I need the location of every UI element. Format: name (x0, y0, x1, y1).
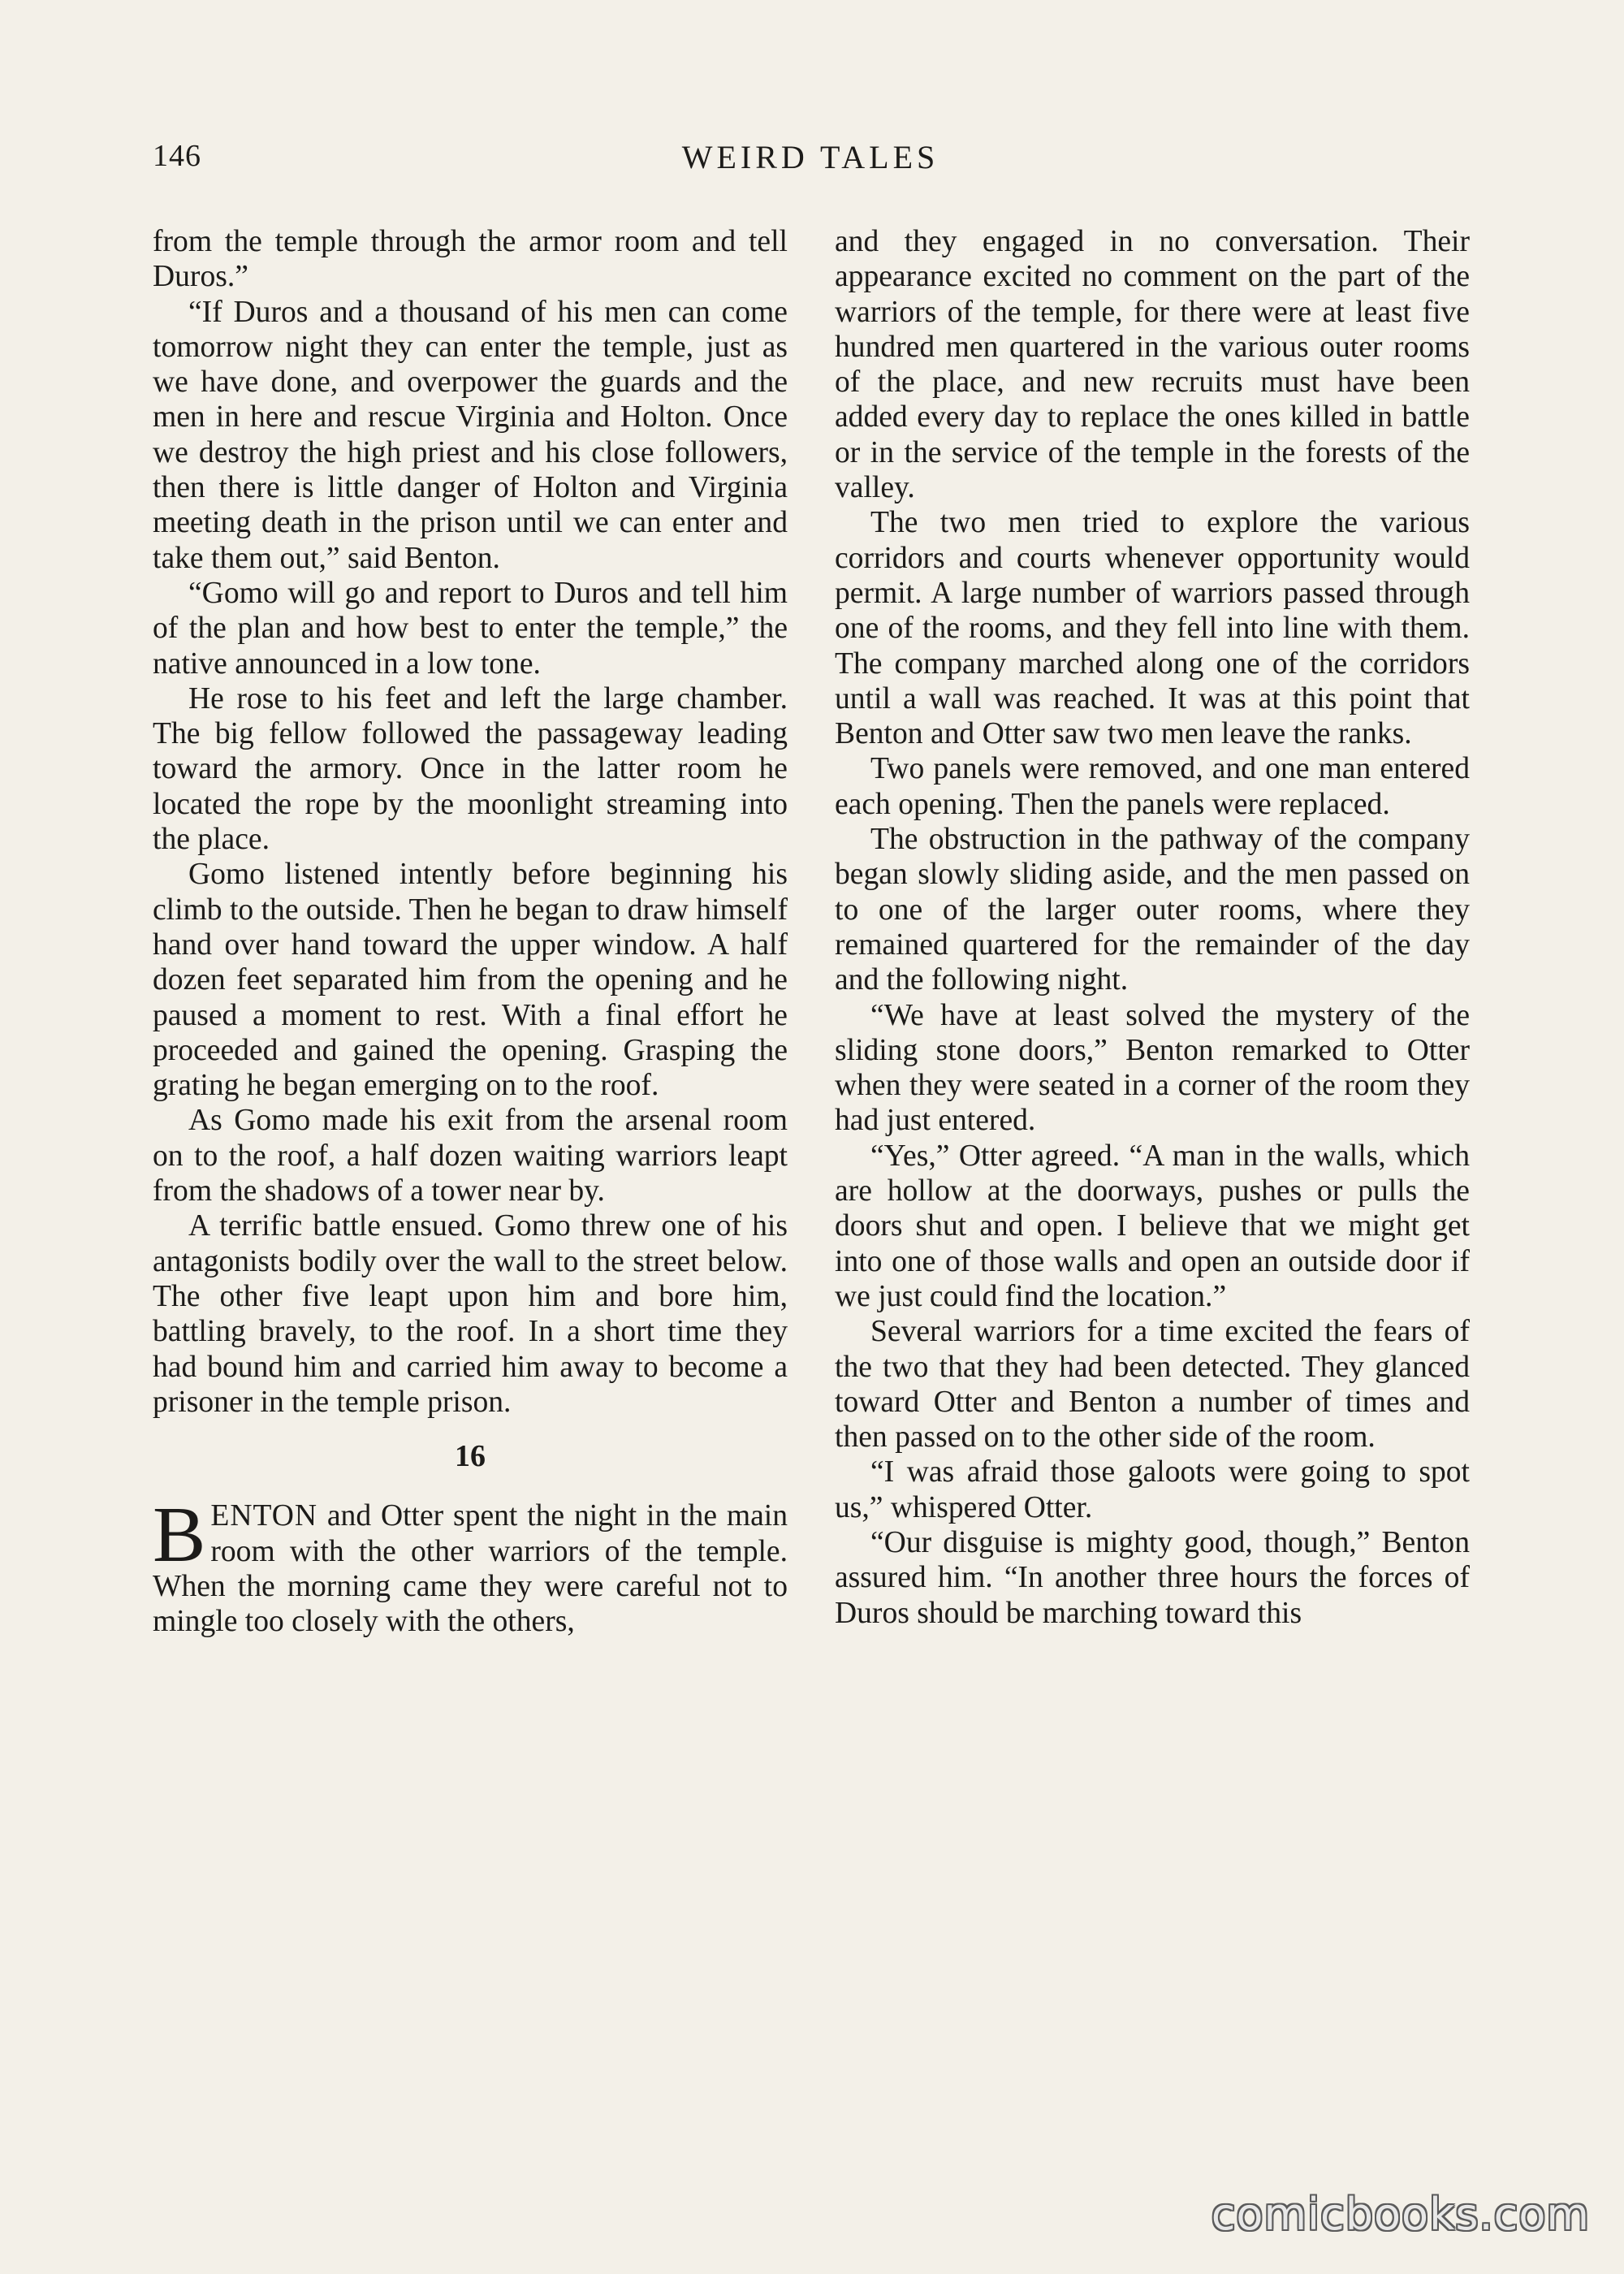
paragraph: from the temple through the armor room and tell Duros.” (153, 225, 788, 294)
paragraph: “I was afraid those galoots were going to spot us,” whispered Otter. (835, 1455, 1470, 1524)
paragraph: “We have at least solved the mystery of the sliding stone doors,” Benton remarked to Otter when they were seated in a corner of the room they had just entered. (835, 998, 1470, 1138)
running-head: WEIRD TALES (681, 139, 939, 175)
paragraph: Gomo listened intently before beginning his climb to the outside. Then he began to draw himself hand over hand toward the upper window. A half dozen feet separated him from the opening and he paused a moment to rest. With a final effort he proceeded and gained the opening. Grasping the grating he began emerging on to the roof. (153, 858, 788, 1103)
left-column (153, 224, 788, 1640)
drop-cap: B (153, 1491, 206, 1580)
paragraph: “If Duros and a thousand of his men can come tomorrow night they can enter the temple, just as we have done, and overpower the guards and the men in here and rescue Virginia and Holton. Once we destroy the high priest and his close followers, then there is little danger of Holton and Virginia meeting death in the prison until we can enter and take them out,” said Benton. (153, 295, 788, 575)
paragraph: Two panels were removed, and one man entered each opening. Then the panels were replaced. (835, 752, 1470, 821)
paragraph: and they engaged in no conversation. Their appearance excited no comment on the part of the warriors of the temple, for there were at least five hundred men quartered in the various outer rooms of the place, and new recruits must have been added every day to replace the ones killed in battle or in the service of the temple in the forests of the valley. (835, 225, 1470, 505)
page-number: 146 (153, 139, 201, 173)
paragraph: “Our disguise is mighty good, though,” Benton assured him. “In another three hours the forces of Duros should be marching toward this (835, 1525, 1470, 1630)
right-column (835, 224, 1470, 1631)
page-header (153, 138, 1468, 187)
paragraph: As Gomo made his exit from the arsenal room on to the roof, a half dozen waiting warriors leapt from the shadows of a tower near by. (153, 1104, 788, 1208)
section-number: 16 (455, 1439, 486, 1474)
lead-in-caps: ENTON (210, 1499, 318, 1533)
paragraph: Several warriors for a time excited the fears of the two that they had been detected. They glanced toward Otter and Benton a number of times and then passed on to the other side of the room. (835, 1315, 1470, 1455)
paragraph: “Gomo will go and report to Duros and tell him of the plan and how best to enter the temple,” the native announced in a low tone. (153, 576, 788, 681)
paragraph: A terrific battle ensued. Gomo threw one of his antagonists bodily over the wall to the street below. The other five leapt upon him and bore him, battling bravely, to the roof. In a short time they had bound him and carried him away to become a prisoner in the temple prison. (153, 1209, 788, 1419)
paragraph: He rose to his feet and left the large chamber. The big fellow followed the passageway leading toward the armory. Once in the latter room he located the rope by the moonlight streaming into the place. (153, 681, 788, 857)
paragraph-text: and Otter spent the night in the main room with the other warriors of the temple. When the morning came they were careful not to mingle too closely with the others, (153, 1499, 788, 1639)
site-watermark: comicbooks.com (1211, 2189, 1590, 2240)
paragraph: The obstruction in the pathway of the company began slowly sliding aside, and the men passed on to one of the larger outer rooms, where they remained quartered for the remainder of the day and the following night. (835, 823, 1470, 997)
paragraph (153, 1491, 788, 1639)
paragraph: The two men tried to explore the various corridors and courts whenever opportunity would permit. A large number of warriors passed through one of the rooms, and they fell into line with them. The company marched along one of the corridors until a wall was reached. It was at this point that Benton and Otter saw two men leave the ranks. (835, 506, 1470, 751)
paragraph: “Yes,” Otter agreed. “A man in the walls, which are hollow at the doorways, pushes or pulls the doors shut and open. I believe that we might get into one of those walls and open an outside door if we just could find the location.” (835, 1139, 1470, 1313)
